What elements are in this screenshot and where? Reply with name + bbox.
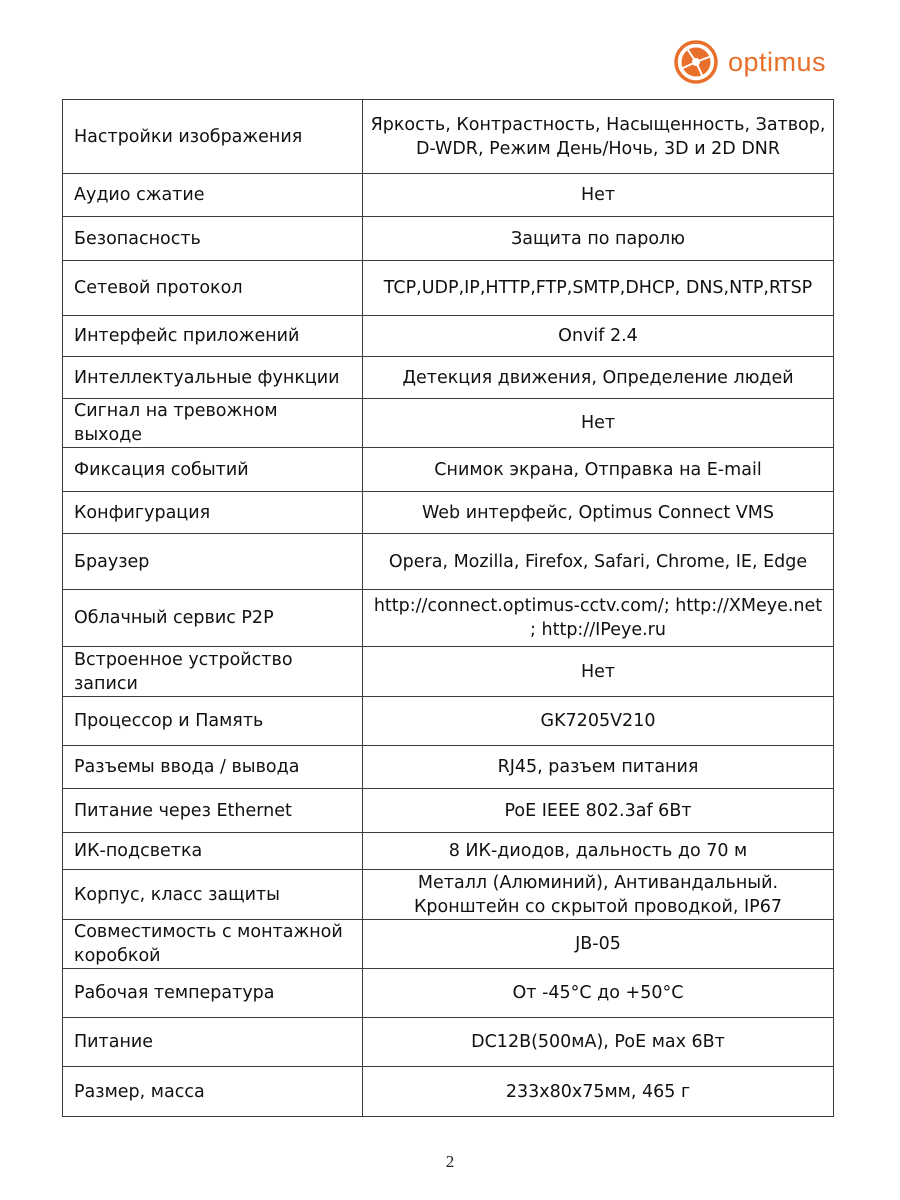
spec-row xyxy=(63,789,834,833)
spec-label: Интеллектуальные функции xyxy=(63,357,363,399)
spec-row xyxy=(63,1067,834,1117)
spec-value: Нет xyxy=(363,647,834,697)
brand-logo xyxy=(674,40,826,84)
aperture-icon xyxy=(674,40,718,84)
spec-row xyxy=(63,399,834,448)
spec-label: Разъемы ввода / вывода xyxy=(63,746,363,789)
spec-label: Питание через Ethernet xyxy=(63,789,363,833)
spec-value: PoE IEEE 802.3af 6Вт xyxy=(363,789,834,833)
spec-value: Нет xyxy=(363,174,834,217)
spec-row xyxy=(63,870,834,920)
spec-value: TCP,UDP,IP,HTTP,FTP,SMTP,DHCP, DNS,NTP,RTSP xyxy=(363,261,834,316)
spec-label: Безопасность xyxy=(63,217,363,261)
spec-value: Яркость, Контрастность, Насыщенность, Затвор, D-WDR, Режим День/Ночь, 3D и 2D DNR xyxy=(363,100,834,174)
spec-row xyxy=(63,534,834,590)
spec-label: Сигнал на тревожном выходе xyxy=(63,399,363,448)
spec-value: RJ45, разъем питания xyxy=(363,746,834,789)
spec-value: От -45°C до +50°C xyxy=(363,969,834,1018)
spec-label: Браузер xyxy=(63,534,363,590)
spec-value: Защита по паролю xyxy=(363,217,834,261)
spec-row xyxy=(63,746,834,789)
spec-row xyxy=(63,261,834,316)
spec-row xyxy=(63,492,834,534)
spec-value: Web интерфейс, Optimus Connect VMS xyxy=(363,492,834,534)
spec-label: Совместимость с монтажной коробкой xyxy=(63,920,363,969)
spec-label: Настройки изображения xyxy=(63,100,363,174)
spec-value: GK7205V210 xyxy=(363,697,834,746)
spec-row xyxy=(63,590,834,647)
spec-value: DC12В(500мА), PoE мах 6Вт xyxy=(363,1018,834,1067)
spec-value: JB-05 xyxy=(363,920,834,969)
spec-label: Питание xyxy=(63,1018,363,1067)
brand-name: optimus xyxy=(728,46,827,77)
spec-row xyxy=(63,1018,834,1067)
spec-row xyxy=(63,217,834,261)
spec-label: Рабочая температура xyxy=(63,969,363,1018)
spec-value: 233х80х75мм, 465 г xyxy=(363,1067,834,1117)
spec-label: Процессор и Память xyxy=(63,697,363,746)
spec-row xyxy=(63,357,834,399)
spec-value: Onvif 2.4 xyxy=(363,316,834,357)
spec-label: Встроенное устройство записи xyxy=(63,647,363,697)
spec-row xyxy=(63,920,834,969)
spec-value: Детекция движения, Определение людей xyxy=(363,357,834,399)
spec-row xyxy=(63,697,834,746)
spec-value: http://connect.optimus-cctv.com/; http://XMeye.net ; http://IPeye.ru xyxy=(363,590,834,647)
spec-value: 8 ИК-диодов, дальность до 70 м xyxy=(363,833,834,870)
spec-table xyxy=(62,99,834,1117)
spec-value: Opera, Mozilla, Firefox, Safari, Chrome, IE, Edge xyxy=(363,534,834,590)
spec-value: Металл (Алюминий), Антивандальный. Кронштейн со скрытой проводкой, IP67 xyxy=(363,870,834,920)
spec-row xyxy=(63,100,834,174)
spec-label: Фиксация событий xyxy=(63,448,363,492)
spec-label: Облачный сервис P2P xyxy=(63,590,363,647)
spec-row xyxy=(63,174,834,217)
spec-label: Сетевой протокол xyxy=(63,261,363,316)
spec-label: Конфигурация xyxy=(63,492,363,534)
spec-row xyxy=(63,969,834,1018)
page-number: 2 xyxy=(445,1152,455,1171)
spec-row xyxy=(63,316,834,357)
spec-label: Размер, масса xyxy=(63,1067,363,1117)
spec-label: Корпус, класс защиты xyxy=(63,870,363,920)
spec-row xyxy=(63,833,834,870)
spec-value: Снимок экрана, Отправка на E-mail xyxy=(363,448,834,492)
spec-value: Нет xyxy=(363,399,834,448)
spec-row xyxy=(63,448,834,492)
spec-label: Аудио сжатие xyxy=(63,174,363,217)
spec-row xyxy=(63,647,834,697)
spec-label: Интерфейс приложений xyxy=(63,316,363,357)
spec-label: ИК-подсветка xyxy=(63,833,363,870)
